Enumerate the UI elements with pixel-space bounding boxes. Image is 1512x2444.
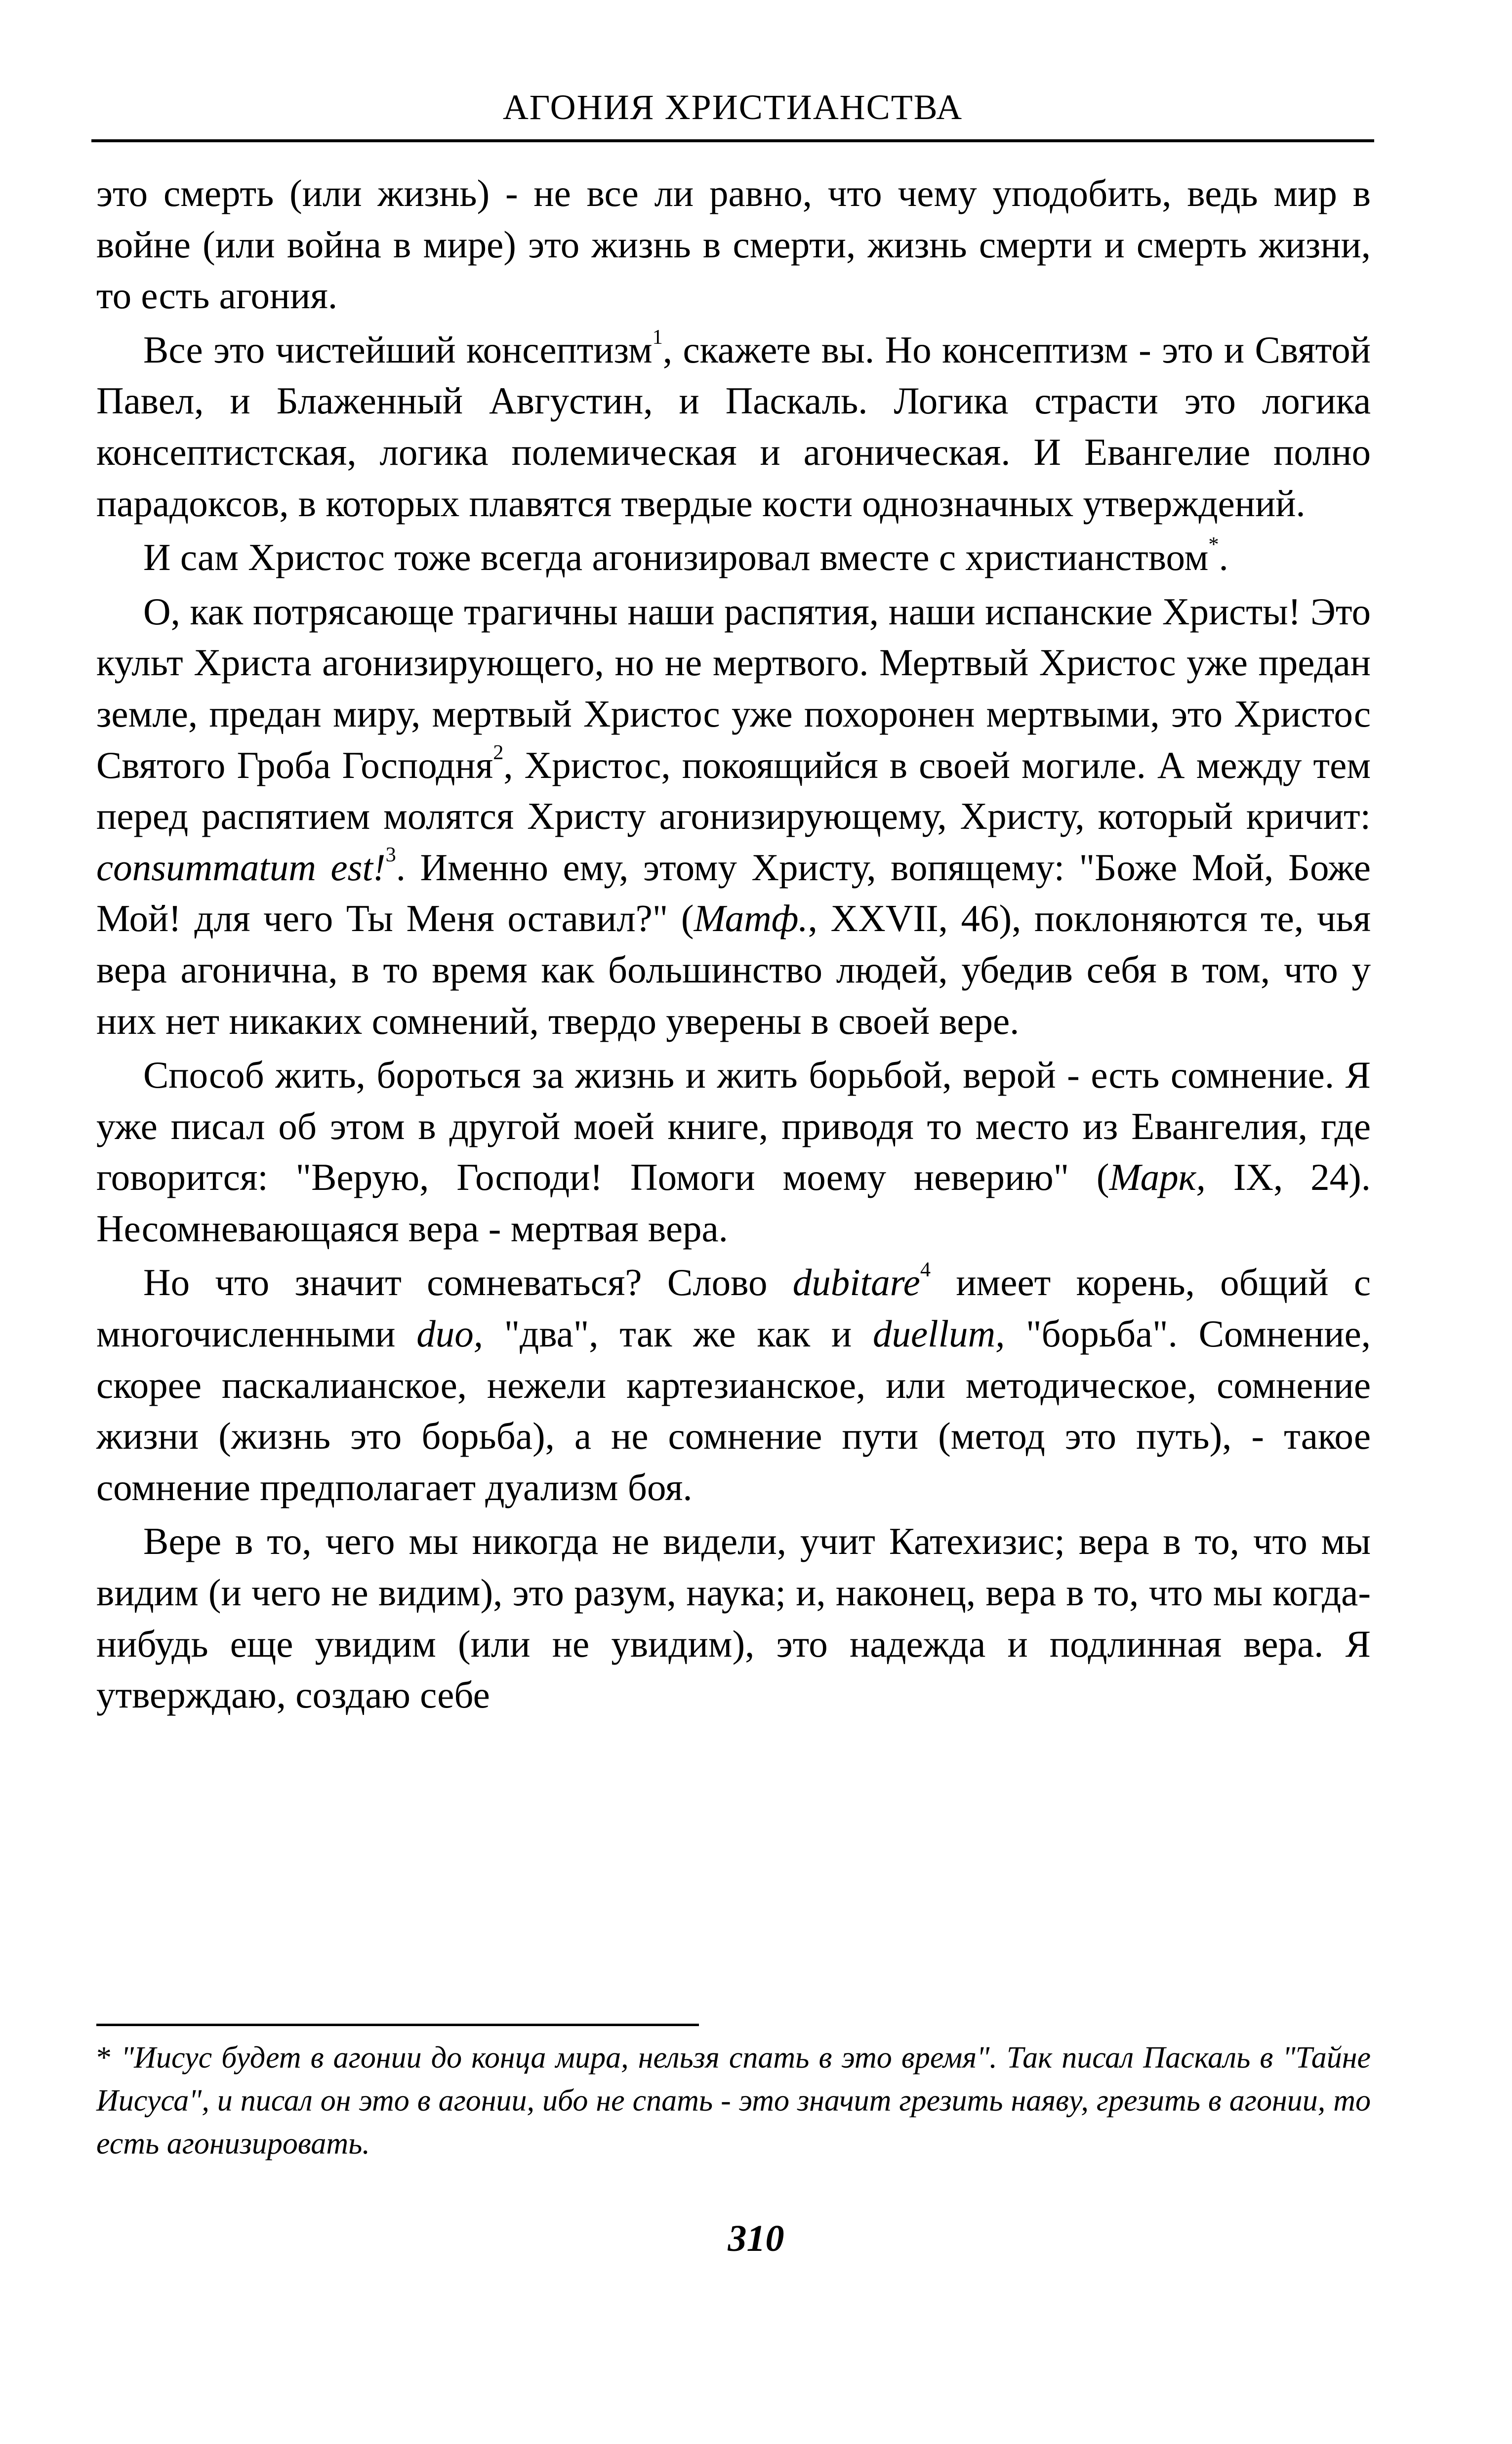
running-title: АГОНИЯ ХРИСТИАНСТВА [502,87,963,127]
paragraph-2-text-a: Все это чистейший консептизм [143,328,653,371]
paragraph-1 [96,168,1371,322]
paragraph-5-text-b: IX, 24). Несомневающаяся вера - мертвая вера. [96,1156,1371,1250]
footnote-ref-4: 4 [920,1258,931,1282]
header-rule [91,139,1374,142]
footnote-marker: * [96,2041,112,2075]
paragraph-3 [96,532,1371,583]
footnote [96,2037,1371,2165]
gospel-ref-matthew: Матф. [694,897,808,940]
latin-word-dubitare: dubitare [792,1261,920,1304]
paragraph-6-text-c: "два", так же как и [483,1312,873,1355]
paragraph-6-text-a: Но что значит сомневаться? Слово [143,1261,793,1304]
footnote-rule [96,2024,699,2026]
footnote-ref-asterisk: * [1208,533,1219,557]
main-text [96,168,1371,1721]
paragraph-3-text-b: . [1219,536,1228,579]
paragraph-2-text-b: , скажете вы. Но консептизм - это и Святой Павел, и Блаженный Августин, и Паскаль. Логика страсти это логика консептистская, логика полемическая и агоническая. И Евангелие полно парадоксов, в которых плавятся твердые кости однозначных утверждений. [96,328,1371,525]
paragraph-1-text: это смерть (или жизнь) - не все ли равно, что чему уподобить, ведь мир в войне (или война в мире) это жизнь в смерти, жизнь смерти и смерть жизни, то есть агония. [96,172,1371,317]
paragraph-5 [96,1050,1371,1254]
footnote-ref-2: 2 [493,740,504,764]
latin-word-duellum: duellum, [873,1312,1005,1355]
paragraph-6-text-b: имеет корень, общий с многочисленными [96,1261,1371,1355]
paragraph-4-text-d: , XXVII, 46), поклоняются те, чья вера агонична, в то время как большинство людей, убедив себя в том, что у них нет никаких сомнений, твердо уверены в своей вере. [96,897,1371,1042]
latin-word-duo: duo, [416,1312,483,1355]
page-number: 310 [728,2218,784,2259]
paragraph-4 [96,586,1371,1047]
latin-phrase: consummatum est! [96,846,386,889]
paragraph-5-text-a: Способ жить, бороться за жизнь и жить борьбой, верой - есть сомнение. Я уже писал об этом в другой моей книге, приводя то место из Евангелия, где говорится: "Верую, Господи! Помоги моему неверию" ( [96,1054,1371,1199]
paragraph-6 [96,1257,1371,1513]
gospel-ref-mark: Марк, [1109,1156,1206,1199]
paragraph-7 [96,1516,1371,1720]
paragraph-4-text-c: . Именно ему, этому Христу, вопящему: "Боже Мой, Боже Мой! для чего Ты Меня оставил?" ( [96,846,1371,940]
paragraph-7-text: Вере в то, чего мы никогда не видели, учит Катехизис; вера в то, что мы видим (и чего не видим), это разум, наука; и, наконец, вера в то, что мы когда-нибудь еще увидим (или не увидим), это надежда и подлинная вера. Я утверждаю, создаю себе [96,1520,1371,1716]
paragraph-4-text-a: О, как потрясающе трагичны наши распятия, наши испанские Христы! Это культ Христа агонизирующего, но не мертвого. Мертвый Христос уже предан земле, предан миру, мертвый Христос уже похоронен мертвыми, это Христос Святого Гроба Господня [96,590,1371,786]
paragraph-4-text-b: , Христос, покоящийся в своей могиле. А между тем перед распятием молятся Христу агонизирующему, Христу, который кричит: [96,743,1371,838]
paragraph-2 [96,325,1371,529]
footnote-ref-1: 1 [652,325,663,349]
footnote-ref-3: 3 [385,843,396,866]
paragraph-6-text-d: "борьба". Сомнение, скорее паскалианское, нежели картезианское, или методическое, сомнение жизни (жизнь это борьба), а не сомнение пути (метод это путь), - такое сомнение предполагает дуализм боя. [96,1312,1371,1508]
paragraph-3-text-a: И сам Христос тоже всегда агонизировал вместе с христианством [143,536,1209,579]
footnote-text: "Иисус будет в агонии до конца мира, нельзя спать в это время". Так писал Паскаль в "Тайне Иисуса", и писал он это в агонии, ибо не спать - это значит грезить наяву, грезить в агонии, то есть агонизировать. [96,2041,1371,2160]
